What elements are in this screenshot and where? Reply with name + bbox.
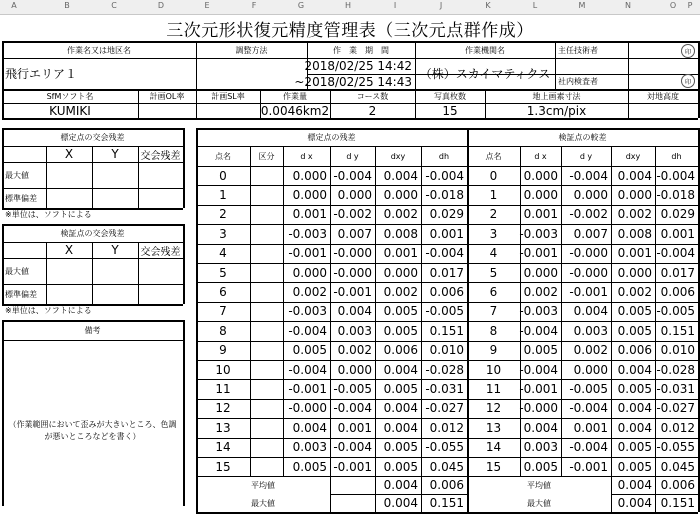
calib-cell[interactable]: -0.001 [288,382,327,397]
check-residual-col-y[interactable]: Y [111,243,119,257]
check-cell[interactable]: 0.007 [573,226,608,241]
check-cell[interactable]: 0.006 [660,285,695,300]
calib-cell[interactable]: -0.000 [333,265,372,280]
check-cell[interactable]: 12 [485,401,502,416]
calib-cell[interactable]: -0.003 [288,304,327,319]
calib-cell[interactable]: 0.004 [383,362,418,377]
column-letter-k[interactable]: K [485,1,491,10]
check-cell[interactable]: -0.000 [569,246,608,261]
calib-cell[interactable]: 0.001 [292,207,327,222]
calib-cell[interactable]: 13 [215,420,231,435]
calib-cell[interactable]: 0.002 [337,343,372,358]
calib-cell[interactable]: -0.028 [425,362,464,377]
calib-cell[interactable]: 0.002 [383,207,418,222]
calib-cell[interactable]: 0.000 [292,168,327,183]
period-label[interactable]: 作 業 期 間 [333,45,389,55]
check-cell[interactable]: 0.000 [617,265,652,280]
calib-cell[interactable]: -0.004 [333,401,372,416]
check-max-dh[interactable]: 0.151 [660,496,695,511]
calib-cell[interactable] [250,438,283,457]
check-cell[interactable]: 5 [489,265,498,280]
check-cell[interactable]: 0.004 [617,168,652,183]
check-cell[interactable]: 0.000 [523,265,558,280]
calib-header-3[interactable]: d y [346,151,359,161]
check-cell[interactable]: 0.005 [617,304,652,319]
calib-cell[interactable]: 14 [215,440,231,455]
calib-cell[interactable] [250,379,283,398]
check-cell[interactable]: -0.001 [519,246,558,261]
check-cell[interactable]: 0.000 [523,168,558,183]
calib-cell[interactable]: 0.004 [383,401,418,416]
calib-cell[interactable]: 0.151 [429,323,464,338]
check-cell[interactable]: 0.000 [573,188,608,203]
calib-cell[interactable] [250,166,283,185]
calib-header-1[interactable]: 区分 [258,151,275,161]
check-cell[interactable]: 0.006 [617,343,652,358]
calib-avg-label[interactable]: 平均値 [251,480,275,490]
check-cell[interactable]: -0.028 [656,362,695,377]
remarks-line-2[interactable]: が悪いところなどを書く） [44,431,141,441]
column-letter-e[interactable]: E [204,1,210,10]
calib-cell[interactable]: -0.003 [288,226,327,241]
check-cell[interactable]: 0 [489,168,498,183]
column-letter-p[interactable]: P [687,1,693,10]
check-cell[interactable]: 0.004 [617,362,652,377]
grid-line [183,224,185,304]
calib-residual-note[interactable]: ※単位は、ソフトによる [5,210,92,219]
calib-cell[interactable]: 7 [219,304,227,319]
check-cell[interactable]: 6 [489,285,498,300]
check-avg-dxy[interactable]: 0.004 [617,478,652,493]
check-cell[interactable]: 0.151 [660,323,695,338]
calib-residual-col-y[interactable]: Y [111,147,119,161]
check-residual-title[interactable]: 検証点の交会残差 [60,229,125,238]
calib-cell[interactable]: -0.018 [425,188,464,203]
check-cell[interactable]: 0.001 [523,207,558,222]
calib-cell[interactable]: 0.008 [383,226,418,241]
info-label-1[interactable]: 計画OL率 [149,91,185,101]
calib-cell[interactable]: 11 [215,382,231,397]
check-cell[interactable]: -0.004 [519,323,558,338]
calib-cell[interactable]: 0.005 [383,304,418,319]
info-label-6[interactable]: 地上画素寸法 [532,91,581,101]
calib-cell[interactable]: 0.005 [383,382,418,397]
calib-cell[interactable]: 0.006 [429,285,464,300]
check-cell[interactable]: -0.001 [519,382,558,397]
calib-cell[interactable]: 0.001 [383,246,418,261]
check-cell[interactable]: 0.000 [617,188,652,203]
calib-header-0[interactable]: 点名 [215,151,231,161]
info-value-0[interactable]: KUMIKI [49,103,91,118]
column-letter-l[interactable]: L [532,1,538,10]
check-cell[interactable]: -0.004 [569,440,608,455]
column-letter-o[interactable]: O [669,1,677,10]
check-cell[interactable]: 0.000 [523,188,558,203]
check-residual-note[interactable]: ※単位は、ソフトによる [5,306,92,315]
calib-cell[interactable]: 0.003 [292,440,327,455]
check-cell[interactable]: 0.008 [617,226,652,241]
calib-cell[interactable]: 0.000 [337,188,372,203]
work-name-label[interactable]: 作業名又は地区名 [67,45,131,55]
calib-cell[interactable] [250,360,283,379]
check-cell[interactable]: -0.055 [656,440,695,455]
calib-cell[interactable]: 0.005 [383,323,418,338]
check-cell[interactable]: 1 [489,188,498,203]
calib-cell[interactable]: 0.001 [429,226,464,241]
calib-cell[interactable]: -0.001 [288,246,327,261]
info-label-5[interactable]: 写真枚数 [434,91,466,101]
calib-cell[interactable]: 0.005 [292,343,327,358]
sheet-title[interactable]: 三次元形状復元精度管理表（三次元点群作成） [166,20,534,41]
check-cell[interactable]: -0.002 [569,207,608,222]
check-cell[interactable]: -0.005 [656,304,695,319]
check-cell[interactable]: -0.001 [569,285,608,300]
check-cell[interactable]: 0.005 [617,382,652,397]
info-value-2[interactable] [196,103,260,118]
column-letter-i[interactable]: I [393,1,397,10]
inspector-stamp[interactable] [680,75,696,87]
column-letter-d[interactable]: D [157,1,165,10]
calib-cell[interactable]: 4 [219,246,227,261]
info-value-3[interactable]: 0.0046km2 [260,103,330,118]
info-value-6[interactable]: 1.3cm/pix [526,103,587,118]
calib-cell[interactable]: 0.017 [429,265,464,280]
check-cell[interactable]: -0.004 [519,362,558,377]
calib-table-title[interactable]: 標定点の残差 [307,133,356,142]
check-cell[interactable]: -0.001 [569,459,608,474]
check-cell[interactable]: 0.005 [617,459,652,474]
seal-icon: 印 [681,44,695,58]
check-cell[interactable]: 0.002 [523,285,558,300]
calib-residual-col-res[interactable]: 交会残差 [140,150,181,162]
check-cell[interactable]: 7 [489,304,498,319]
check-residual-max-label[interactable]: 最大値 [5,266,29,276]
check-cell[interactable]: 13 [485,420,502,435]
info-value-1[interactable] [138,103,196,118]
grid-line [183,320,185,506]
calib-header-2[interactable]: d x [300,151,313,161]
column-letter-a[interactable]: A [11,1,17,10]
check-cell[interactable]: 9 [489,343,498,358]
seal-icon: 印 [681,74,695,88]
calib-cell[interactable]: -0.000 [288,401,327,416]
calib-cell[interactable] [250,418,283,437]
calib-cell[interactable]: -0.027 [425,401,464,416]
calib-cell[interactable]: 0.000 [292,265,327,280]
calib-cell[interactable] [250,263,283,282]
calib-cell[interactable]: -0.002 [333,207,372,222]
info-value-5[interactable]: 15 [442,103,458,118]
column-letter-n[interactable]: N [625,1,631,10]
calib-cell[interactable]: 0.003 [337,323,372,338]
calib-cell[interactable]: 0.005 [292,459,327,474]
calib-max-label[interactable]: 最大値 [251,498,275,508]
calib-residual-col-x[interactable]: X [64,147,74,161]
check-max-label[interactable]: 最大値 [527,498,551,508]
check-header-2[interactable]: d y [579,151,593,161]
calib-cell[interactable]: 0.006 [383,343,418,358]
calib-cell[interactable]: 0 [219,168,227,183]
calib-cell[interactable]: 0.000 [337,362,372,377]
calib-cell[interactable]: 0.004 [337,304,372,319]
org-label[interactable]: 作業機関名 [465,45,505,55]
check-cell[interactable]: 0.029 [660,207,695,222]
check-cell[interactable]: -0.004 [569,401,608,416]
column-header-bar [0,0,700,15]
calib-cell[interactable]: 0.005 [383,459,418,474]
check-cell[interactable]: -0.005 [569,382,608,397]
calib-cell[interactable]: -0.005 [425,304,464,319]
check-cell[interactable]: 0.012 [660,420,695,435]
calib-cell[interactable] [250,457,283,476]
calib-max-dh[interactable]: 0.151 [429,496,464,511]
check-residual-col-res[interactable]: 交会残差 [140,246,181,258]
check-cell[interactable]: -0.000 [569,265,608,280]
check-cell[interactable]: 10 [485,362,502,377]
info-label-4[interactable]: コース数 [356,91,389,101]
info-value-7[interactable] [628,103,698,118]
calib-cell[interactable]: 10 [215,362,231,377]
calib-cell[interactable]: 8 [219,323,227,338]
work-name-value[interactable]: 飛行エリア１ [5,67,78,81]
check-cell[interactable]: 0.001 [660,226,695,241]
calib-cell[interactable] [250,302,283,321]
calib-header-4[interactable]: dxy [390,151,406,161]
calib-residual-std-label[interactable]: 標準偏差 [5,193,37,203]
method-label[interactable]: 調整方法 [235,45,268,55]
calib-residual-max-label[interactable]: 最大値 [5,170,29,180]
check-cell[interactable]: -0.003 [519,226,558,241]
check-avg-dh[interactable]: 0.006 [660,478,695,493]
check-cell[interactable]: 0.003 [573,323,608,338]
check-avg-label[interactable]: 平均値 [527,480,551,490]
calib-cell[interactable]: 9 [219,343,227,358]
chief-label[interactable]: 主任技術者 [558,45,598,55]
check-cell[interactable]: 0.045 [660,459,695,474]
calib-cell[interactable]: 0.012 [429,420,464,435]
check-cell[interactable]: 0.004 [617,401,652,416]
grid-line [183,128,185,208]
calib-cell[interactable]: -0.055 [425,440,464,455]
period-start[interactable]: 2018/02/25 14:42 [304,59,412,73]
check-cell[interactable]: 0.003 [523,440,558,455]
check-cell[interactable]: 0.001 [573,420,608,435]
check-cell[interactable]: 0.004 [523,420,558,435]
chief-stamp[interactable] [680,45,696,57]
calib-cell[interactable]: -0.005 [333,382,372,397]
calib-cell[interactable]: 0.045 [429,459,464,474]
calib-cell[interactable]: -0.001 [333,285,372,300]
check-header-0[interactable]: 点名 [485,151,502,161]
info-label-0[interactable]: SfMソフト名 [46,91,94,101]
check-cell[interactable]: 0.005 [523,459,558,474]
check-cell[interactable]: 0.001 [617,246,652,261]
calib-cell[interactable] [250,185,283,204]
check-cell[interactable]: 3 [489,226,498,241]
check-cell[interactable]: 0.005 [617,440,652,455]
grid-line [628,41,629,89]
calib-cell[interactable]: 5 [219,265,227,280]
calib-cell[interactable]: 0.001 [337,420,372,435]
calib-avg-dh[interactable]: 0.006 [429,478,464,493]
check-cell[interactable]: 0.005 [523,343,558,358]
calib-cell[interactable]: 0.000 [383,188,418,203]
check-cell[interactable]: -0.003 [519,304,558,319]
check-cell[interactable]: -0.004 [569,168,608,183]
check-cell[interactable]: 4 [489,246,498,261]
remarks-line-1[interactable]: （作業範囲において歪みが大きいところ、色調 [8,419,177,429]
inspector-label[interactable]: 社内検査者 [558,77,598,86]
calib-cell[interactable]: -0.004 [333,168,372,183]
calib-cell[interactable] [250,399,283,418]
check-cell[interactable]: -0.004 [656,168,695,183]
info-label-7[interactable]: 対地高度 [647,91,679,101]
check-cell[interactable]: 0.002 [573,343,608,358]
calib-cell[interactable]: -0.001 [333,459,372,474]
calib-cell[interactable]: -0.000 [333,246,372,261]
check-residual-std-label[interactable]: 標準偏差 [5,289,37,299]
check-cell[interactable]: 0.002 [617,207,652,222]
column-letter-m[interactable]: M [578,1,586,10]
check-table-title[interactable]: 検証点の較差 [558,133,607,142]
org-name[interactable]: （株）スカイマティクス [419,67,551,81]
calib-cell[interactable]: 6 [219,285,227,300]
check-max-dxy[interactable]: 0.004 [617,496,652,511]
info-label-2[interactable]: 計画SL率 [211,91,245,101]
check-cell[interactable]: -0.031 [656,382,695,397]
check-header-3[interactable]: dxy [625,151,641,161]
calib-residual-title[interactable]: 標定点の交会残差 [60,133,125,142]
calib-cell[interactable]: 2 [219,207,227,222]
check-cell[interactable]: 0.000 [573,362,608,377]
calib-cell[interactable]: 0.000 [292,188,327,203]
check-cell[interactable]: 0.004 [617,420,652,435]
calib-cell[interactable]: -0.004 [288,362,327,377]
column-letter-h[interactable]: H [344,1,351,10]
check-cell[interactable]: 0.005 [617,323,652,338]
check-cell[interactable]: -0.027 [656,401,695,416]
check-cell[interactable]: 2 [489,207,498,222]
calib-cell[interactable]: 3 [219,226,227,241]
check-cell[interactable]: 0.017 [660,265,695,280]
calib-cell[interactable]: -0.004 [425,168,464,183]
calib-cell[interactable]: 0.004 [292,420,327,435]
calib-cell[interactable]: 1 [219,188,227,203]
calib-cell[interactable] [250,205,283,224]
calib-cell[interactable]: 15 [215,459,231,474]
check-cell[interactable]: 0.010 [660,343,695,358]
calib-max-dxy[interactable]: 0.004 [383,496,418,511]
calib-cell[interactable]: 0.004 [383,420,418,435]
calib-cell[interactable]: -0.004 [425,246,464,261]
calib-header-5[interactable]: dh [438,151,450,161]
column-letter-b[interactable]: B [64,1,70,10]
calib-cell[interactable]: 0.002 [383,285,418,300]
info-label-3[interactable]: 作業量 [283,91,307,101]
period-end[interactable]: ~2018/02/25 14:43 [294,74,412,89]
check-cell[interactable]: 8 [489,323,498,338]
check-cell[interactable]: -0.000 [519,401,558,416]
calib-cell[interactable] [250,321,283,340]
calib-cell[interactable]: 0.010 [429,343,464,358]
check-header-1[interactable]: d x [534,151,547,161]
calib-cell[interactable]: 0.007 [337,226,372,241]
check-cell[interactable]: 11 [485,382,502,397]
check-cell[interactable]: 14 [485,440,502,455]
calib-cell[interactable]: -0.031 [425,382,464,397]
grid-line [2,118,698,120]
check-residual-col-x[interactable]: X [64,243,74,257]
column-letter-f[interactable]: F [251,1,257,10]
calib-cell[interactable]: 0.005 [383,440,418,455]
calib-cell[interactable]: 0.004 [383,168,418,183]
calib-cell[interactable] [250,244,283,263]
check-header-4[interactable]: dh [671,151,682,161]
calib-cell[interactable]: -0.004 [288,323,327,338]
grid-line [2,340,183,341]
column-letter-g[interactable]: G [297,1,305,10]
check-cell[interactable]: 0.004 [573,304,608,319]
calib-cell[interactable]: 0.002 [292,285,327,300]
calib-cell[interactable] [250,341,283,360]
calib-cell[interactable] [250,224,283,243]
calib-cell[interactable]: 0.029 [429,207,464,222]
calib-cell[interactable] [250,282,283,301]
calib-avg-dxy[interactable]: 0.004 [383,478,418,493]
calib-cell[interactable]: 0.000 [383,265,418,280]
check-cell[interactable]: -0.004 [656,246,695,261]
grid-line [2,320,4,506]
check-cell[interactable]: -0.018 [656,188,695,203]
calib-cell[interactable]: 12 [215,401,231,416]
check-cell[interactable]: 15 [485,459,502,474]
column-letter-c[interactable]: C [111,1,117,10]
check-cell[interactable]: 0.002 [617,285,652,300]
remarks-title[interactable]: 備考 [84,326,101,335]
column-letter-j[interactable]: J [439,1,443,10]
info-value-4[interactable]: 2 [368,103,377,118]
calib-cell[interactable]: -0.004 [333,440,372,455]
